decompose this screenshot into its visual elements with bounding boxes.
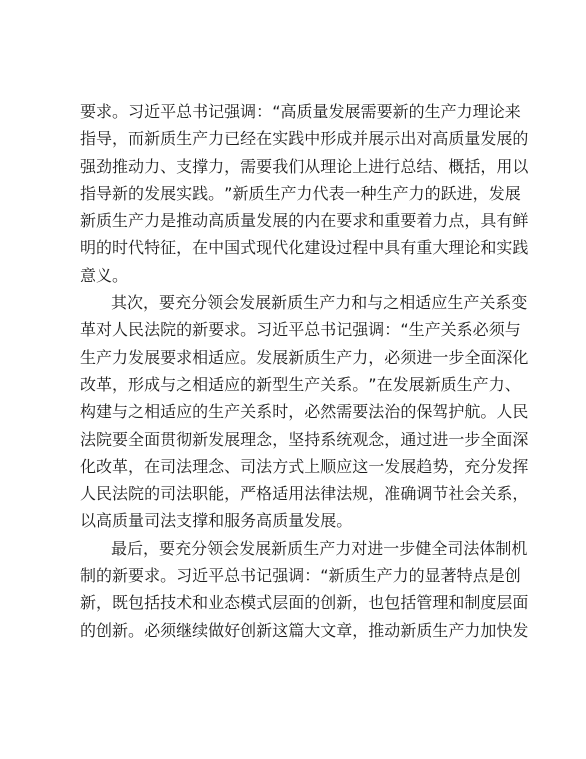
text-line: 指 导 新 的 发 展 实 践 。 ” 新 质 生 产 力 代 表 一 种 生 产 力 的 跃 进 ， 发 展 [80,183,521,203]
text-line: 化 改 革 ， 在 司 法 理 念 、 司 法 方 式 上 顺 应 这 一 发 展 趋 势 ， 充 分 发 挥 [80,456,529,476]
text-line: 人 民 法 院 的 司 法 职 能 ， 严 格 适 用 法 律 法 规 ， 准 确 调 节 社 会 关 系 ， [80,484,529,504]
text-line: 新 质 生 产 力 是 推 动 高 质 量 发 展 的 内 在 要 求 和 重 要 着 力 点 ， 具 有 鲜 [80,211,529,231]
body-text [80,98,529,644]
text-line: 最 后 ， 要 充 分 领 会 发 展 新 质 生 产 力 对 进 一 步 健 全 司 法 体 制 机 [111,538,528,558]
text-line: 以 高 质 量 司 法 支 撑 和 服 务 高 质 量 发 展 。 [80,511,353,531]
text-line: 构 建 与 之 相 适 应 的 生 产 关 系 时 ， 必 然 需 要 法 治 的 保 驾 护 航 。 人 民 [80,402,529,422]
text-line: 明 的 时 代 特 征 ， 在 中 国 式 现 代 化 建 设 过 程 中 具 有 重 大 理 论 和 实 践 [80,238,529,258]
text-line: 制 的 新 要 求 。 习 近 平 总 书 记 强 调 ： “ 新 质 生 产 力 的 显 著 特 点 是 创 [80,566,521,586]
text-line: 新 ， 既 包 括 技 术 和 业 态 模 式 层 面 的 创 新 ， 也 包 括 管 理 和 制 度 层 面 [80,593,529,613]
text-line: 强 劲 推 动 力 、 支 撑 力 ， 需 要 我 们 从 理 论 上 进 行 总 结 、 概 括 ， 用 以 [80,156,529,176]
text-line: 革 对 人 民 法 院 的 新 要 求 。 习 近 平 总 书 记 强 调 ： “ 生 产 关 系 必 须 与 [80,320,521,340]
text-line: 改 革 ， 形 成 与 之 相 适 应 的 新 型 生 产 关 系 。 ” 在 发 展 新 质 生 产 力 、 [80,374,521,394]
text-line: 意 义 。 [80,265,129,285]
text-line: 指 导 ， 而 新 质 生 产 力 已 经 在 实 践 中 形 成 并 展 示 出 对 高 质 量 发 展 的 [80,129,529,149]
text-line: 生 产 力 发 展 要 求 相 适 应 。 发 展 新 质 生 产 力 ， 必 须 进 一 步 全 面 深 化 [80,347,529,367]
text-line: 的 创 新 。 必 须 继 续 做 好 创 新 这 篇 大 文 章 ， 推 动 新 质 生 产 力 加 快 发 [80,620,529,640]
text-line: 要 求 。 习 近 平 总 书 记 强 调 ： “ 高 质 量 发 展 需 要 新 的 生 产 力 理 论 来 [80,102,521,121]
text-line: 其 次 ， 要 充 分 领 会 发 展 新 质 生 产 力 和 与 之 相 适 应 生 产 关 系 变 [111,293,528,313]
text-line: 法 院 要 全 面 贯 彻 新 发 展 理 念 ， 坚 持 系 统 观 念 ， 通 过 进 一 步 全 面 深 [80,429,529,449]
